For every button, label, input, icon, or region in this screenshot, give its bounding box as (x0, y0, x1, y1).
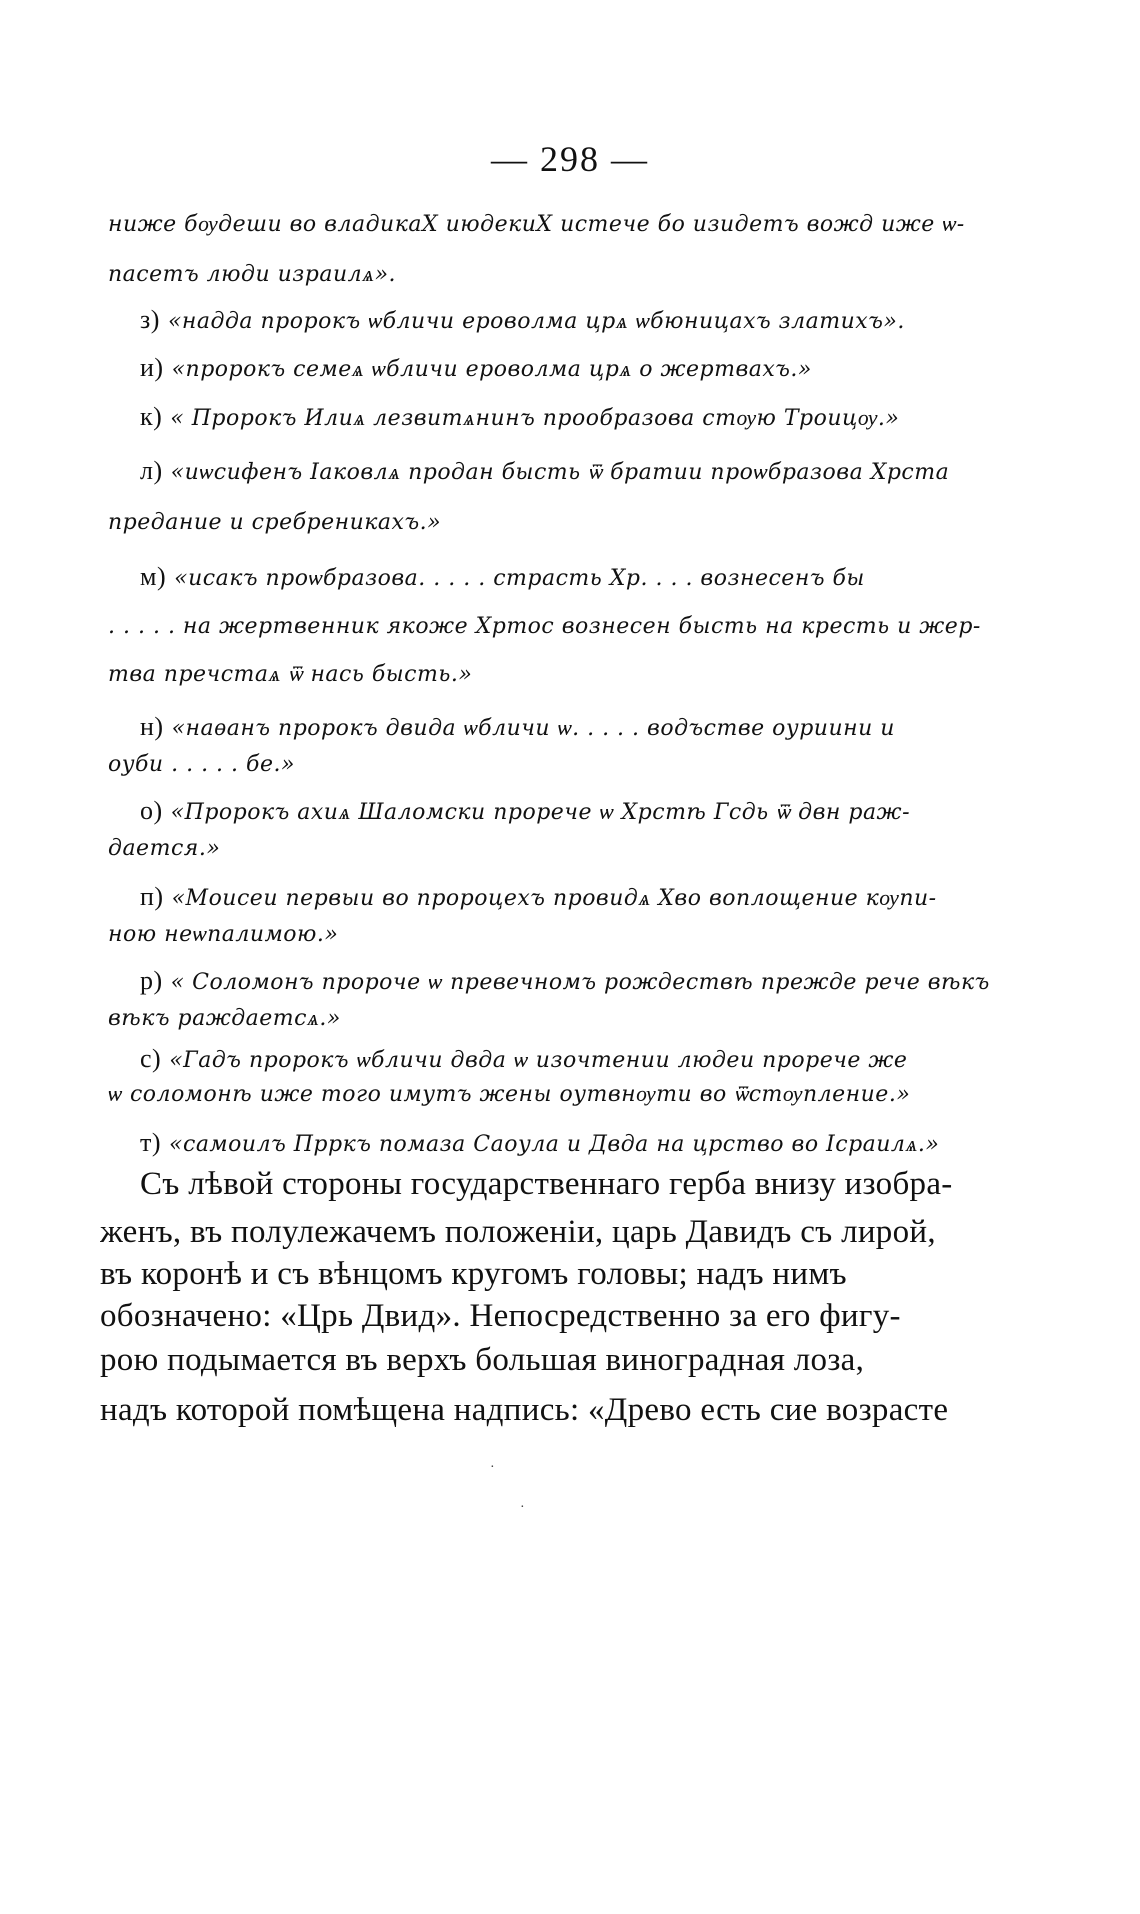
body-line: женъ, въ полулежачемъ положенiи, царь Давидъ съ лирой, (100, 1214, 936, 1250)
quote-text: ѡ соломонѣ иже того имутъ жены оутвнѹти во ѿстѹпление.» (108, 1082, 911, 1107)
item-label: п) (140, 882, 164, 911)
quote-line (100, 1078, 1005, 1108)
quote-text: «надда пророкъ ѡбличи ероволма црѧ ѡбюницахъ златихъ». (167, 309, 905, 334)
quote-text: оуби . . . . . бе.» (108, 752, 295, 777)
quote-text: « Пророкъ Илиѧ лезвитѧнинъ прообразова стѹю Троицѹ.» (170, 406, 900, 431)
quote-text: предание и сребреникахъ.» (108, 510, 442, 535)
quote-line (100, 610, 1005, 640)
quote-text: «иѡсифенъ Іаковлѧ продан бысть ѿ братии проѡбразова Хрста (170, 460, 950, 485)
quote-line (100, 658, 1005, 688)
quote-text: «Пророкъ ахиѧ Шаломски прорече ѡ Хрстѣ Гсдь ѿ двн раж- (170, 800, 910, 825)
body-line: рою подымается въ верхъ большая виноградная лоза, (100, 1342, 865, 1378)
quote-line (100, 1002, 1005, 1032)
quote-line (100, 506, 1005, 536)
item-label: к) (140, 402, 163, 431)
item-label: т) (140, 1128, 162, 1157)
quote-line (100, 832, 1005, 862)
quote-line (140, 966, 1005, 996)
quote-line (140, 1044, 1005, 1074)
quote-text: ною неѡпалимою.» (108, 922, 339, 947)
quote-text: ниже бѹдеши во владикаХ июдекиХ истече бо изидетъ вожд иже ѡ- (108, 212, 965, 237)
quote-line (100, 208, 1005, 238)
quote-text: «исакъ проѡбразова. . . . . страсть Хр. . . . вознесенъ бы (174, 566, 865, 591)
item-label: н) (140, 712, 164, 741)
quote-line (140, 562, 1005, 592)
quote-text: тва пречстаѧ ѿ нась бысть.» (108, 662, 473, 687)
item-label: з) (140, 305, 160, 334)
quote-line (100, 918, 1005, 948)
quote-text: . . . . . на жертвенник якоже Хртос вознесен бысть на кресть и жер- (108, 614, 981, 639)
paper-speck: · (520, 1500, 525, 1515)
item-label: л) (140, 456, 163, 485)
page-number: — 298 — (491, 139, 649, 179)
body-line: надъ которой помѣщена надпись: «Древо есть сие возрасте (100, 1392, 949, 1428)
item-label: р) (140, 966, 163, 995)
item-label: о) (140, 796, 163, 825)
quote-text: пасетъ люди израилѧ». (108, 262, 397, 287)
body-line: Съ лѣвой стороны государственнаго герба внизу изобра- (140, 1166, 953, 1202)
quote-text: «Гадъ пророкъ ѡбличи двда ѡ изочтении людеи прорече же (169, 1048, 908, 1073)
quote-line (140, 796, 1005, 826)
quote-line (140, 882, 1005, 912)
quote-line (140, 1128, 1005, 1158)
item-label: и) (140, 353, 164, 382)
quote-line (140, 456, 1005, 486)
quote-line (140, 402, 1005, 432)
body-line: въ коронѣ и съ вѣнцомъ кругомъ головы; надъ нимъ (100, 1256, 847, 1292)
item-label: с) (140, 1044, 162, 1073)
quote-text: вѣкъ раждаетсѧ.» (108, 1006, 341, 1031)
quote-line (140, 305, 1005, 335)
quote-line (140, 712, 1005, 742)
quote-text: «наѳанъ пророкъ двида ѡбличи ѡ. . . . . водъстве оуриини и (171, 716, 895, 741)
quote-text: дается.» (108, 836, 221, 861)
item-label: м) (140, 562, 167, 591)
quote-text: «Моисеи первыи во пророцехъ провидѧ Хво воплощение кѹпи- (171, 886, 937, 911)
quote-line (100, 258, 1005, 288)
quote-line (140, 353, 1005, 383)
quote-line (100, 748, 1005, 778)
body-line: обозначено: «Црь Двид». Непосредственно за его фигу- (100, 1298, 901, 1334)
paper-speck: · (490, 1460, 495, 1475)
quote-text: «самоилъ Прркъ помаза Саоула и Двда на црство во Ісраилѧ.» (169, 1132, 940, 1157)
quote-text: «пророкъ семеѧ ѡбличи ероволма црѧ о жертвахъ.» (171, 357, 812, 382)
quote-text: « Соломонъ пророче ѡ превечномъ рождествѣ прежде рече вѣкъ (170, 970, 990, 995)
